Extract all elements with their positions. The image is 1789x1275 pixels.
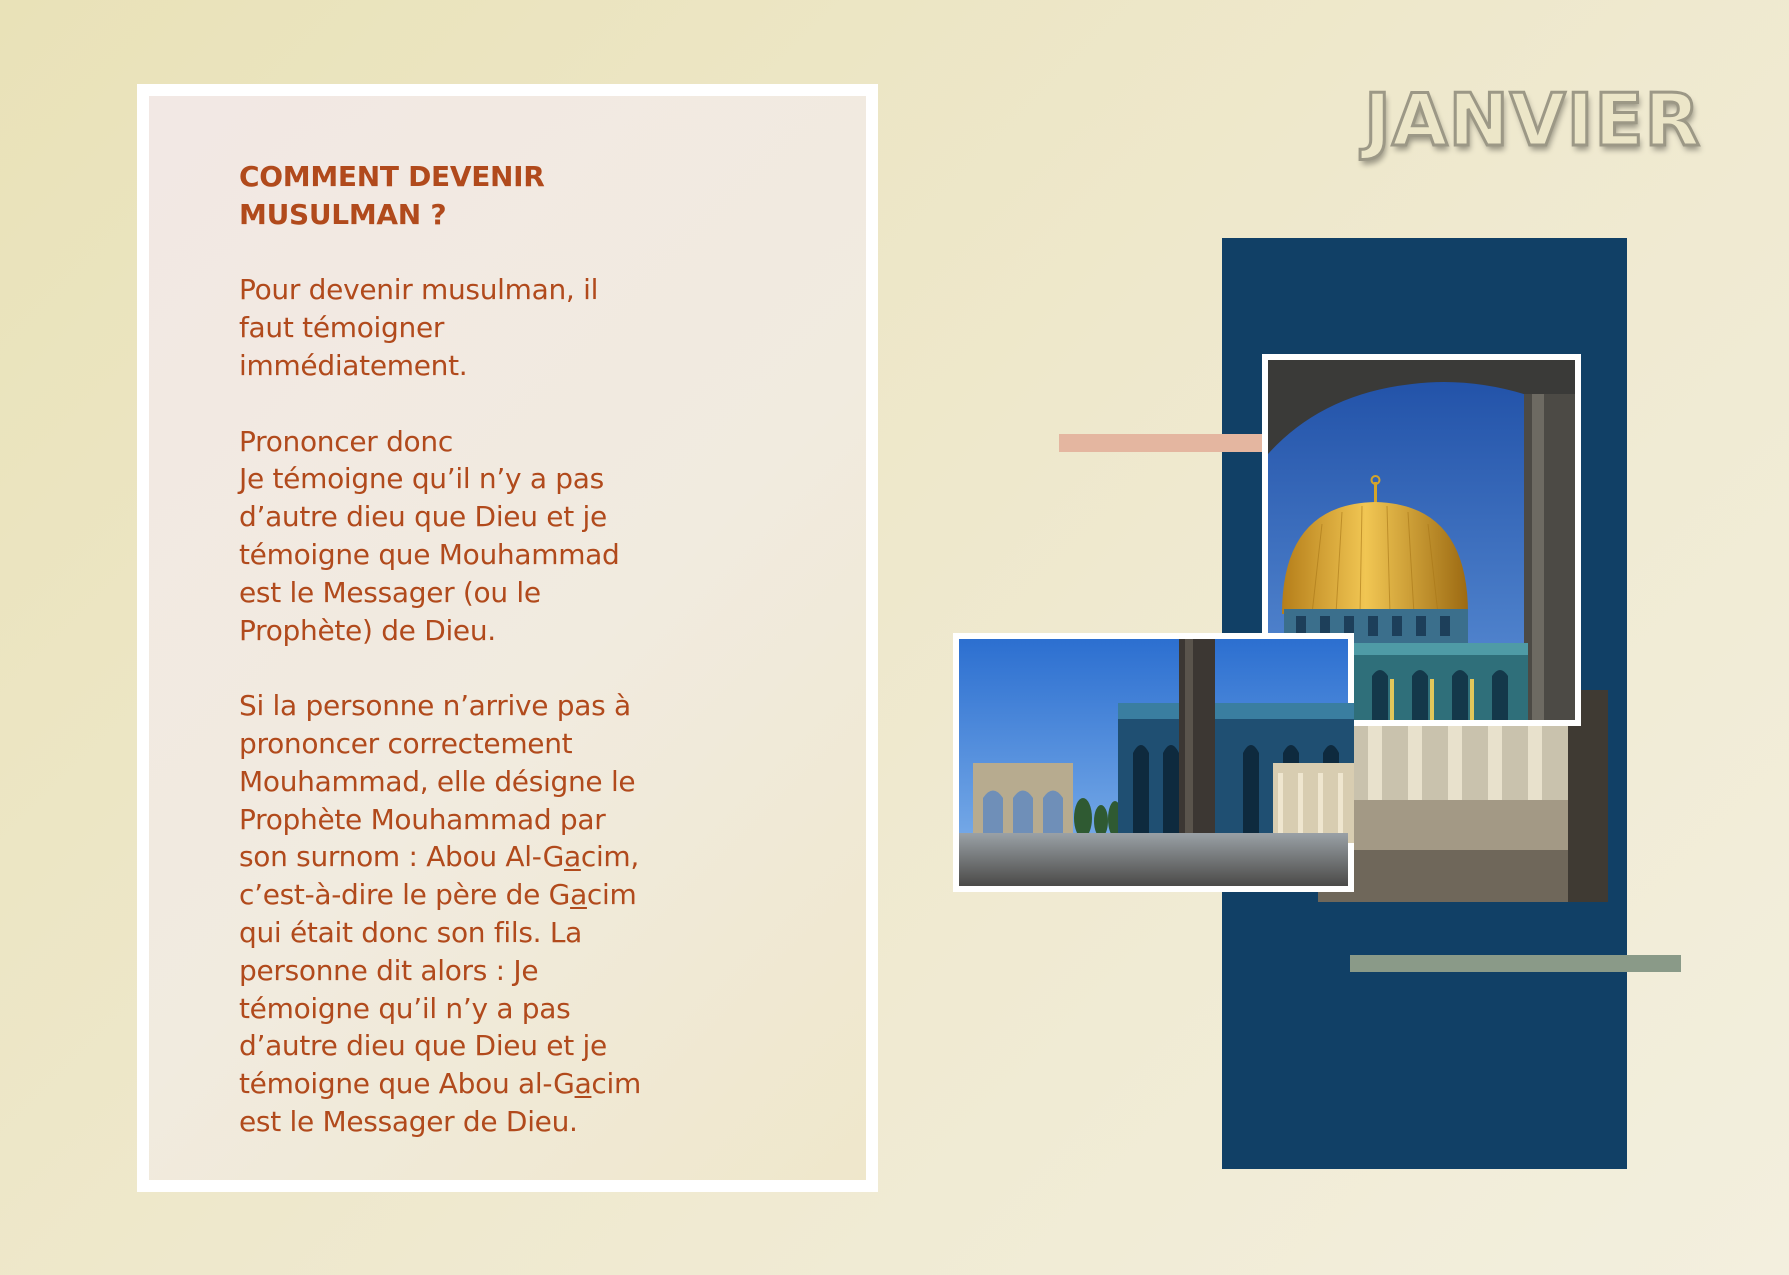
courtyard-illustration (953, 633, 1354, 892)
paragraph-2 (239, 423, 699, 650)
text-fragment: cim (591, 1067, 641, 1101)
text-line: personne dit alors : Je (239, 953, 539, 987)
underlined-letter: a (574, 1067, 592, 1101)
title-line: COMMENT DEVENIR (239, 160, 545, 193)
text-line (239, 838, 699, 876)
article-text (239, 158, 699, 1179)
text-line: Pour devenir musulman, il (239, 273, 599, 307)
text-line (239, 876, 699, 914)
text-line: prononcer correctement (239, 726, 573, 760)
accent-bar-sage (1350, 955, 1681, 972)
text-card (137, 84, 878, 1192)
text-line: qui était donc son fils. La (239, 915, 582, 949)
text-fragment: son surnom : Abou Al-G (239, 840, 564, 874)
underlined-letter: a (563, 840, 581, 874)
text-fragment: témoigne que Abou al-G (239, 1067, 575, 1101)
paragraph-1 (239, 271, 699, 384)
month-heading: JANVIER (1364, 78, 1701, 162)
paragraph-3 (239, 687, 699, 1141)
courtyard-photo (953, 633, 1354, 892)
text-line (239, 1065, 699, 1103)
title-line: MUSULMAN ? (239, 197, 447, 231)
text-line: faut témoigner (239, 311, 445, 345)
text-line: d’autre dieu que Dieu et je (239, 500, 607, 534)
text-line: est le Messager (ou le (239, 575, 541, 609)
text-line: Prophète) de Dieu. (239, 613, 496, 647)
text-line: immédiatement. (239, 348, 468, 382)
text-line: est le Messager de Dieu. (239, 1104, 578, 1138)
text-line: témoigne que Mouhammad (239, 537, 620, 571)
text-card-inner (149, 96, 866, 1180)
text-line: Je témoigne qu’il n’y a pas (239, 462, 604, 496)
text-fragment: cim (586, 878, 637, 912)
underlined-letter: a (570, 878, 587, 912)
text-fragment: c’est-à-dire le père de G (239, 878, 571, 912)
text-line: Si la personne n’arrive pas à (239, 689, 631, 723)
text-fragment: cim, (580, 840, 639, 874)
article-title (239, 158, 699, 234)
text-line: d’autre dieu que Dieu et je (239, 1029, 607, 1063)
text-line: témoigne qu’il n’y a pas (239, 991, 571, 1025)
text-line: Mouhammad, elle désigne le (239, 764, 636, 798)
text-line: Prononcer donc (239, 424, 453, 458)
text-line: Prophète Mouhammad par (239, 802, 606, 836)
